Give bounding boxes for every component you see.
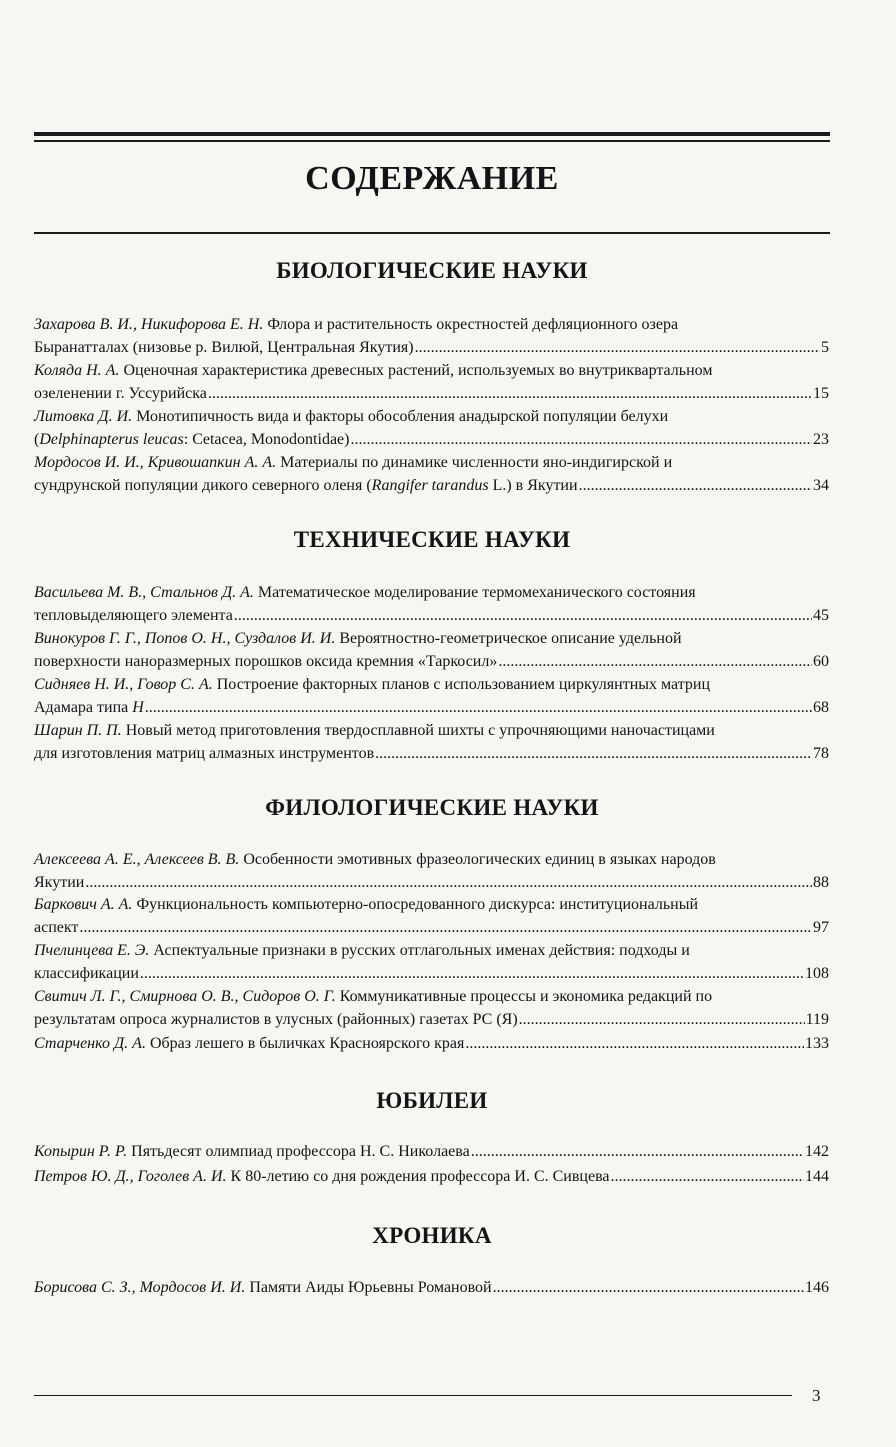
entry-title-cont: ( [34, 430, 40, 448]
entry-authors: Коляда Н. А. [34, 362, 120, 379]
dot-leader [415, 337, 820, 360]
section-heading-jubilees: ЮБИЛЕИ [376, 1088, 488, 1113]
entry-title: Памяти Аиды Юрьевны Романовой [249, 1279, 492, 1296]
entry-authors: Старченко Д. А. [34, 1035, 146, 1052]
page-number: 142 [805, 1143, 829, 1160]
dot-leader [519, 1009, 805, 1032]
page-number: 119 [805, 1010, 829, 1028]
entry-title: Оценочная характеристика древесных растений, используемых во внутриквартальном [123, 362, 713, 379]
page-number: 88 [813, 873, 829, 891]
entry-authors: Винокуров Г. Г., Попов О. Н., Суздалов И. И. [34, 630, 336, 647]
title-underline [34, 232, 830, 234]
species-name: Delphinapterus leucas [39, 430, 184, 448]
dot-leader [493, 1277, 804, 1300]
entry-title: Флора и растительность окрестностей дефляционного озера [267, 316, 679, 333]
entry-authors: Алексеева А. Е., Алексеев В. В. [34, 851, 240, 868]
dot-leader [79, 917, 812, 940]
section-heading-biology: БИОЛОГИЧЕСКИЕ НАУКИ [276, 258, 588, 283]
entry-title: Монотипичность вида и факторы обособления анадырской популяции белухи [136, 408, 669, 425]
toc-entry[interactable] [34, 1277, 829, 1300]
page-number: 45 [813, 606, 829, 624]
entry-title: К 80-летию со дня рождения профессора И. С. Сивцева [230, 1168, 610, 1185]
toc-entry[interactable] [34, 1166, 829, 1189]
entry-title-cont: озеленении г. Уссурийска [34, 384, 207, 402]
page-number: 97 [813, 918, 829, 936]
toc-entry[interactable] [34, 674, 829, 719]
entry-title-cont: поверхности наноразмерных порошков оксида кремния «Таркосил» [34, 652, 498, 670]
entry-title: Пятьдесят олимпиад профессора Н. С. Николаева [131, 1143, 470, 1160]
entry-title-cont: аспект [34, 918, 79, 936]
toc-entry[interactable] [34, 452, 829, 497]
toc-entry[interactable] [34, 1033, 829, 1056]
page-number: 60 [813, 652, 829, 670]
entry-authors: Васильева М. В., Стальнов Д. А. [34, 584, 254, 601]
entry-title-cont: L.) в Якутии [488, 476, 578, 494]
toc-entry[interactable] [34, 720, 829, 765]
entry-title: Образ лешего в быличках Красноярского края [149, 1035, 465, 1052]
toc-entry[interactable] [34, 986, 829, 1031]
entry-authors: Мордосов И. И., Кривошапкин А. А. [34, 454, 277, 471]
section-heading-technical: ТЕХНИЧЕСКИЕ НАУКИ [293, 527, 571, 552]
page-number: 78 [813, 744, 829, 762]
page-number: 15 [813, 384, 829, 402]
entry-title-cont: для изготовления матриц алмазных инструментов [34, 744, 375, 762]
entry-title-cont: Быранатталах (низовье р. Вилюй, Центральная Якутия) [34, 338, 414, 356]
entry-authors: Захарова В. И., Никифорова Е. Н. [34, 316, 264, 333]
page-number: 34 [813, 476, 829, 494]
top-double-rule-thin [34, 140, 830, 142]
page-number: 5 [821, 338, 829, 356]
toc-entry[interactable] [34, 894, 829, 939]
entry-authors: Петров Ю. Д., Гоголев А. И. [34, 1168, 227, 1185]
dot-leader [611, 1166, 804, 1189]
dot-leader [465, 1033, 804, 1056]
entry-title-cont: результатам опроса журналистов в улусных (районных) газетах РС (Я) [34, 1010, 518, 1028]
entry-title: Вероятностно-геометрическое описание удельной [339, 630, 682, 647]
dot-leader [85, 872, 812, 895]
entry-authors: Сидняев Н. И., Говор С. А. [34, 676, 213, 693]
entry-title-cont: классификации [34, 964, 139, 982]
dot-leader [234, 605, 812, 628]
entry-title: Аспектуальные признаки в русских отглагольных именах действия: подходы и [153, 942, 690, 959]
entry-authors: Борисова С. З., Мордосов И. И. [34, 1279, 246, 1296]
entry-authors: Копырин Р. Р. [34, 1143, 128, 1160]
page-title: СОДЕРЖАНИЕ [305, 160, 559, 197]
toc-entry[interactable] [34, 360, 829, 405]
footer-page-number: 3 [812, 1386, 821, 1405]
entry-title-cont: тепловыделяющего элемента [34, 606, 233, 624]
entry-authors: Литовка Д. И. [34, 408, 133, 425]
math-symbol: H [132, 698, 144, 716]
entry-title: Новый метод приготовления твердосплавной шихты с упрочняющими наночастицами [125, 722, 715, 739]
section-heading-chronicle: ХРОНИКА [372, 1223, 492, 1248]
page-number: 144 [805, 1168, 829, 1185]
entry-title: Построение факторных планов с использованием циркулянтных матриц [216, 676, 711, 693]
entry-authors: Шарин П. П. [34, 722, 122, 739]
page-number: 133 [805, 1035, 829, 1052]
dot-leader [375, 743, 812, 766]
entry-authors: Свитич Л. Г., Смирнова О. В., Сидоров О. Г. [34, 988, 336, 1005]
entry-title-cont: Якутии [34, 873, 85, 891]
top-double-rule-thick [34, 132, 830, 136]
dot-leader [471, 1141, 804, 1164]
toc-entry[interactable] [34, 406, 829, 451]
dot-leader [350, 429, 812, 452]
entry-title: Материалы по динамике численности яно-индигирской и [280, 454, 673, 471]
entry-authors: Пчелинцева Е. Э. [34, 942, 150, 959]
page-number: 23 [813, 430, 829, 448]
page-number: 108 [805, 964, 829, 982]
entry-title: Математическое моделирование термомеханического состояния [257, 584, 696, 601]
toc-entry[interactable] [34, 1141, 829, 1164]
dot-leader [498, 651, 812, 674]
entry-authors: Баркович А. А. [34, 896, 133, 913]
entry-title: Функциональность компьютерно-опосредованного дискурса: институциональный [136, 896, 699, 913]
toc-entry[interactable] [34, 940, 829, 985]
dot-leader [208, 383, 812, 406]
toc-entry[interactable] [34, 849, 829, 894]
toc-entry[interactable] [34, 314, 829, 359]
dot-leader [579, 475, 812, 498]
page-number: 146 [805, 1279, 829, 1296]
toc-entry[interactable] [34, 582, 829, 627]
entry-title-cont: сундрунской популяции дикого северного оленя ( [34, 476, 372, 494]
entry-title-cont: Адамара типа [34, 698, 133, 716]
dot-leader [145, 697, 812, 720]
dot-leader [140, 963, 804, 986]
entry-title: Особенности эмотивных фразеологических единиц в языках народов [243, 851, 716, 868]
entry-title-cont: : Cetacea, Monodontidae) [183, 430, 350, 448]
entry-title: Коммуникативные процессы и экономика редакций по [339, 988, 713, 1005]
species-name: Rangifer tarandus [371, 476, 489, 494]
page-number: 68 [813, 698, 829, 716]
section-heading-philology: ФИЛОЛОГИЧЕСКИЕ НАУКИ [265, 795, 599, 820]
toc-entry[interactable] [34, 628, 829, 673]
footer-rule [34, 1395, 792, 1396]
